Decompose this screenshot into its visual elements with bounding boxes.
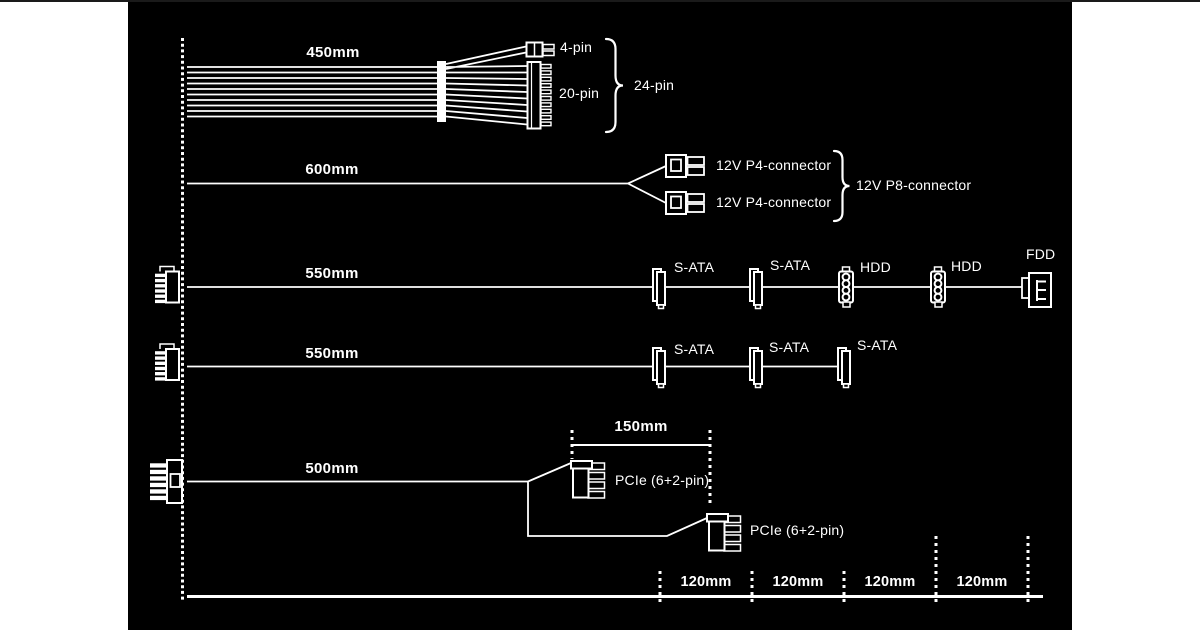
sata-label: S-ATA (770, 257, 811, 273)
p4-connector-top (666, 155, 704, 177)
pcie-connector-2 (707, 514, 741, 551)
p4-bottom-label: 12V P4-connector (716, 194, 832, 210)
hdd-label: HDD (860, 259, 891, 275)
psu-modular-plug-1 (155, 267, 179, 304)
p8-label: 12V P8-connector (856, 177, 972, 193)
sata-connector (838, 348, 850, 388)
p4-top-label: 12V P4-connector (716, 157, 832, 173)
pcie-offset-label: 150mm (614, 418, 668, 435)
atx-20pin-connector (528, 62, 552, 129)
atx-cable (187, 39, 623, 132)
cpu-cable-line (187, 166, 666, 203)
fdd-label: FDD (1026, 246, 1056, 262)
pcie-label: PCIe (6+2-pin) (615, 472, 710, 488)
atx-cable-wires (187, 67, 437, 117)
cpu-length-label: 600mm (305, 161, 359, 178)
ruler-segment-label: 120mm (680, 574, 732, 590)
peripheral-cable-b (155, 341, 850, 388)
sata-label: S-ATA (674, 341, 715, 357)
sata-connector (653, 269, 665, 309)
sata-label: S-ATA (674, 259, 715, 275)
20pin-label: 20-pin (559, 85, 600, 101)
sata-label: S-ATA (769, 339, 810, 355)
sata-connector (750, 348, 762, 388)
sata-label: S-ATA (857, 337, 898, 353)
ruler-segment-label: 120mm (772, 574, 824, 590)
sata-connector (750, 269, 762, 309)
atx-wire-fan (446, 47, 527, 125)
hdd-label: HDD (951, 258, 982, 274)
p8-brace (834, 151, 850, 221)
p4-connector-bottom (666, 192, 704, 214)
ruler (187, 536, 1043, 604)
24pin-brace (606, 39, 623, 132)
pcie-length-label: 500mm (305, 460, 359, 477)
peripheral-b-length-label: 550mm (305, 345, 359, 362)
peripheral-a-length-label: 550mm (305, 265, 359, 282)
hdd-connector (839, 267, 853, 307)
atx-length-label: 450mm (306, 44, 360, 61)
4pin-label: 4-pin (560, 39, 593, 55)
pcie-connector-1 (571, 461, 605, 498)
sata-connector (653, 348, 665, 388)
pcie-cable (150, 430, 741, 551)
ruler-segment-label: 120mm (864, 574, 916, 590)
hdd-connector (931, 267, 945, 307)
fdd-connector (1022, 273, 1051, 307)
ruler-segment-label: 120mm (956, 574, 1008, 590)
cable-tie (437, 61, 446, 122)
24pin-label: 24-pin (634, 77, 675, 93)
peripheral-cable-a (155, 267, 1051, 309)
pcie-label: PCIe (6+2-pin) (750, 522, 845, 538)
psu-modular-plug-2 (155, 344, 179, 381)
atx-4pin-connector (527, 43, 555, 57)
psu-modular-plug-3 (150, 460, 182, 503)
